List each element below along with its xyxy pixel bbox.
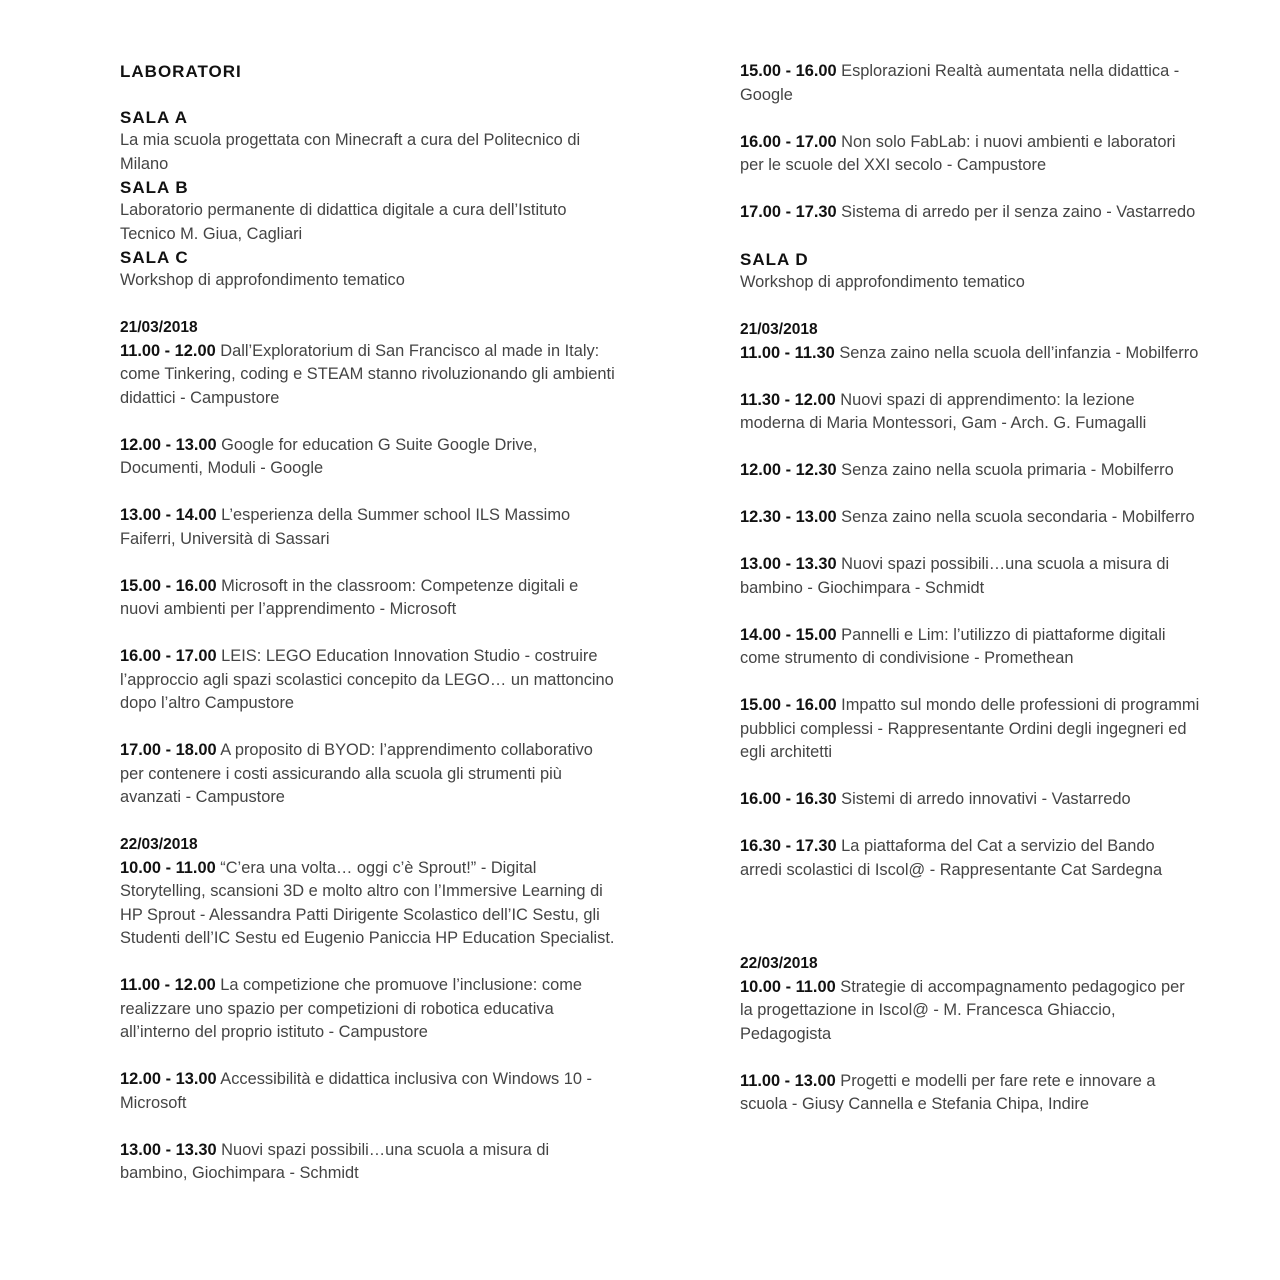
schedule-entry <box>740 131 1200 178</box>
entry-text: La piattaforma del Cat a servizio del Bando arredi scolastici di Iscol@ - Rappresentante Cat Sardegna <box>740 837 1163 879</box>
entry-time: 17.00 - 18.00 <box>120 741 217 759</box>
entry-time: 15.00 - 16.00 <box>740 696 837 714</box>
left-column <box>120 60 620 1186</box>
schedule-entry <box>740 389 1200 436</box>
sala-b-desc: Laboratorio permanente di didattica digitale a cura dell’Istituto Tecnico M. Giua, Cagliari <box>120 201 567 243</box>
schedule-entry <box>740 624 1200 671</box>
entry-text: Sistemi di arredo innovativi - Vastarredo <box>841 790 1131 808</box>
schedule-entry <box>120 857 620 951</box>
entry-text: Nuovi spazi di apprendimento: la lezione moderna di Maria Montessori, Gam - Arch. G. Fumagalli <box>740 390 1147 432</box>
entry-text: Non solo FabLab: i nuovi ambienti e laboratori per le scuole del XXI secolo - Campustore <box>740 132 1176 174</box>
schedule-entry <box>120 974 620 1045</box>
sala-c-title: SALA C <box>120 248 189 267</box>
entry-text: Strategie di accompagnamento pedagogico per la progettazione in Iscol@ - M. Francesca Ghiaccio, Pedagogista <box>740 977 1185 1043</box>
schedule-entry <box>120 575 620 622</box>
schedule-entry <box>740 788 1200 812</box>
sala-a-title: SALA A <box>120 108 189 127</box>
schedule-entry <box>740 506 1200 530</box>
schedule-entry <box>120 504 620 551</box>
entry-time: 11.00 - 12.00 <box>120 341 216 360</box>
schedule-entry <box>740 835 1200 882</box>
schedule-entry <box>120 1139 620 1186</box>
sala-b-title: SALA B <box>120 178 189 197</box>
entry-time: 12.00 - 13.00 <box>120 435 217 454</box>
schedule-entry <box>740 694 1200 765</box>
entry-text: L’esperienza della Summer school ILS Massimo Faiferri, Università di Sassari <box>120 506 571 548</box>
date-heading: 22/03/2018 <box>120 836 198 853</box>
entry-time: 10.00 - 11.00 <box>120 858 216 877</box>
sala-d-desc: Workshop di approfondimento tematico <box>740 273 1025 291</box>
entry-time: 12.00 - 13.00 <box>120 1070 217 1088</box>
entry-time: 15.00 - 16.00 <box>740 62 837 80</box>
sala-a-desc: La mia scuola progettata con Minecraft a cura del Politecnico di Milano <box>120 131 581 173</box>
date-heading: 22/03/2018 <box>740 955 818 972</box>
entry-time: 11.00 - 13.00 <box>740 1071 836 1090</box>
entry-text: Senza zaino nella scuola primaria - Mobilferro <box>841 461 1174 479</box>
entry-text: Senza zaino nella scuola dell’infanzia - Mobilferro <box>839 343 1199 362</box>
entry-text: LEIS: LEGO Education Innovation Studio - costruire l’approccio agli spazi scolastici concepito da LEGO… un mattoncino dopo l’altro Campustore <box>120 647 614 712</box>
schedule-entry <box>120 1068 620 1115</box>
schedule-entry <box>740 60 1200 107</box>
entry-time: 12.00 - 12.30 <box>740 461 837 479</box>
entry-text: La competizione che promuove l’inclusione: come realizzare uno spazio per competizioni di robotica educativa all’interno del proprio istituto - Campustore <box>120 976 582 1041</box>
entry-time: 16.00 - 17.00 <box>740 132 837 151</box>
entry-time: 13.00 - 13.30 <box>120 1140 217 1159</box>
entry-text: Google for education G Suite Google Drive, Documenti, Moduli - Google <box>120 435 538 477</box>
entry-text: Accessibilità e didattica inclusiva con Windows 10 - Microsoft <box>120 1070 592 1112</box>
entry-text: Nuovi spazi possibili…una scuola a misura di bambino - Giochimpara - Schmidt <box>740 555 1170 597</box>
schedule-entry <box>740 553 1200 600</box>
entry-text: Pannelli e Lim: l’utilizzo di piattaforme digitali come strumento di condivisione - Promethean <box>740 625 1166 667</box>
entry-time: 17.00 - 17.30 <box>740 203 837 221</box>
date-heading: 21/03/2018 <box>740 321 818 338</box>
entry-text: “C’era una volta… oggi c’è Sprout!” - Digital Storytelling, scansioni 3D e molto altro con l’Immersive Learning di HP Sprout - Alessandra Patti Dirigente Scolastico dell’IC Sestu, gli Studenti dell’IC Sestu ed Eugenio Paniccia HP Education Specialist. <box>120 858 615 947</box>
entry-time: 11.00 - 11.30 <box>740 343 835 362</box>
schedule-entry <box>740 342 1200 366</box>
schedule-entry <box>120 645 620 716</box>
entry-time: 11.30 - 12.00 <box>740 390 836 409</box>
schedule-entry <box>120 340 620 411</box>
sala-d-title: SALA D <box>740 250 809 269</box>
schedule-entry <box>120 739 620 810</box>
entry-time: 13.00 - 13.30 <box>740 555 837 573</box>
date-heading: 21/03/2018 <box>120 319 198 336</box>
entry-text: Impatto sul mondo delle professioni di programmi pubblici complessi - Rappresentante Ordini degli ingegneri ed egli architetti <box>740 696 1200 761</box>
entry-text: Sistema di arredo per il senza zaino - Vastarredo <box>841 203 1196 221</box>
schedule-entry <box>740 1070 1200 1117</box>
entry-time: 12.30 - 13.00 <box>740 508 837 526</box>
schedule-entry <box>740 459 1200 483</box>
entry-text: Nuovi spazi possibili…una scuola a misura di bambino, Giochimpara - Schmidt <box>120 1140 550 1182</box>
entry-time: 11.00 - 12.00 <box>120 976 216 994</box>
entry-time: 16.00 - 17.00 <box>120 647 217 665</box>
schedule-entry <box>740 976 1200 1047</box>
entry-text: Dall’Exploratorium di San Francisco al made in Italy: come Tinkering, coding e STEAM stanno rivoluzionando gli ambienti didattici - Campustore <box>120 341 615 407</box>
entry-time: 14.00 - 15.00 <box>740 625 837 644</box>
entry-time: 13.00 - 14.00 <box>120 506 217 524</box>
schedule-entry <box>740 201 1200 225</box>
schedule-entry <box>120 434 620 481</box>
section-heading: LABORATORI <box>120 62 242 81</box>
entry-text: Senza zaino nella scuola secondaria - Mobilferro <box>841 508 1195 526</box>
entry-time: 10.00 - 11.00 <box>740 977 836 996</box>
entry-time: 16.30 - 17.30 <box>740 837 837 855</box>
sala-c-desc: Workshop di approfondimento tematico <box>120 271 405 289</box>
entry-time: 16.00 - 16.30 <box>740 790 837 808</box>
right-column <box>740 60 1200 1117</box>
entry-text: Esplorazioni Realtà aumentata nella didattica - Google <box>740 62 1180 104</box>
entry-text: A proposito di BYOD: l’apprendimento collaborativo per contenere i costi assicurando alla scuola gli strumenti più avanzati - Campustore <box>120 741 593 806</box>
entry-time: 15.00 - 16.00 <box>120 576 217 595</box>
entry-text: Microsoft in the classroom: Competenze digitali e nuovi ambienti per l’apprendimento - Microsoft <box>120 576 579 618</box>
entry-text: Progetti e modelli per fare rete e innovare a scuola - Giusy Cannella e Stefania Chipa, Indire <box>740 1071 1156 1113</box>
